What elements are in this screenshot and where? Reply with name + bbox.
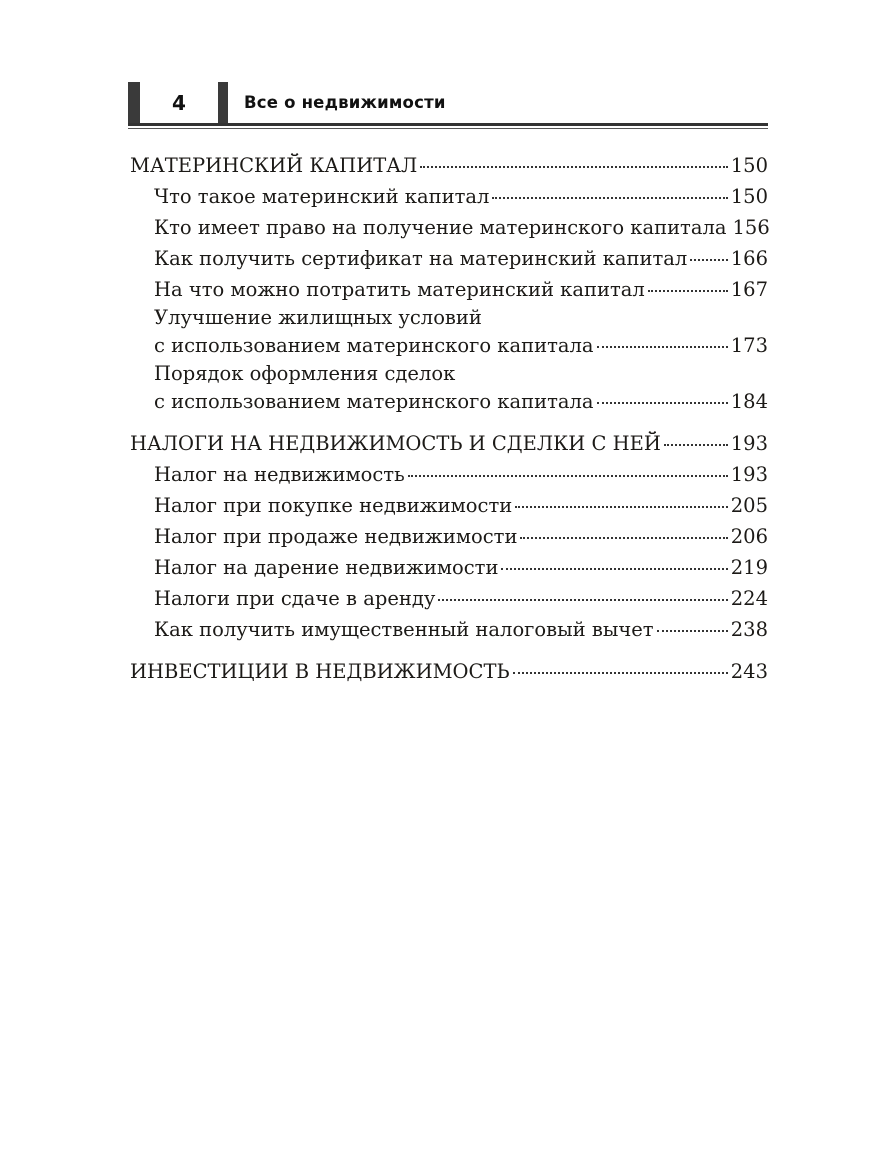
toc-page: 193	[730, 432, 768, 455]
toc-item-title-line2: с использованием материнского капитала	[154, 390, 594, 413]
toc-item[interactable]	[130, 583, 768, 614]
toc-page: 166	[730, 247, 768, 270]
page-number: 4	[172, 91, 186, 115]
toc-page: 150	[730, 154, 768, 177]
toc-item[interactable]	[130, 212, 768, 243]
toc-item[interactable]	[130, 614, 768, 645]
toc-page: 224	[730, 587, 768, 610]
toc-page: 243	[730, 660, 768, 683]
toc-item[interactable]	[130, 490, 768, 521]
toc-page: 206	[730, 525, 768, 548]
toc-item-title: Как получить имущественный налоговый вычет	[154, 618, 654, 641]
toc-item[interactable]	[130, 552, 768, 583]
toc-page: 184	[730, 390, 768, 413]
toc-section[interactable]	[130, 428, 768, 459]
toc-item[interactable]	[130, 243, 768, 274]
header-rule-thin	[128, 128, 768, 129]
section-gap	[130, 645, 768, 656]
leader-dots	[648, 290, 728, 292]
toc-page: 219	[730, 556, 768, 579]
leader-dots	[597, 402, 728, 404]
toc-page: 193	[730, 463, 768, 486]
header-bar-left	[128, 82, 140, 126]
toc-item[interactable]	[130, 305, 768, 361]
toc-page: 205	[730, 494, 768, 517]
toc-item[interactable]	[130, 181, 768, 212]
toc-item[interactable]	[130, 361, 768, 417]
toc-section-title: ИНВЕСТИЦИИ В НЕДВИЖИМОСТЬ	[130, 660, 510, 683]
toc-section-title: МАТЕРИНСКИЙ КАПИТАЛ	[130, 154, 418, 177]
toc-item-title: Что такое материнский капитал	[154, 185, 490, 208]
toc-section[interactable]	[130, 150, 768, 181]
toc-item-title: Кто имеет право на получение материнского капитала	[154, 216, 727, 239]
leader-dots	[438, 599, 727, 601]
leader-dots	[501, 568, 727, 570]
toc-item-title: Налог на дарение недвижимости	[154, 556, 499, 579]
header-rule-thick	[128, 123, 768, 126]
toc-item-title-line2: с использованием материнского капитала	[154, 334, 594, 357]
running-header	[128, 80, 768, 130]
toc-item-title: Налог на недвижимость	[154, 463, 405, 486]
toc-item-title: Налог при покупке недвижимости	[154, 494, 513, 517]
toc-page: 173	[730, 334, 768, 357]
toc-item-title: Налог при продаже недвижимости	[154, 525, 518, 548]
leader-dots	[513, 672, 728, 674]
toc-item[interactable]	[130, 521, 768, 552]
section-gap	[130, 417, 768, 428]
toc-page: 167	[730, 278, 768, 301]
leader-dots	[597, 346, 728, 348]
toc-section-title: НАЛОГИ НА НЕДВИЖИМОСТЬ И СДЕЛКИ С НЕЙ	[130, 432, 661, 455]
toc-page: 156	[732, 216, 770, 239]
table-of-contents	[130, 150, 768, 687]
toc-page: 238	[730, 618, 768, 641]
book-title: Все о недвижимости	[244, 93, 446, 112]
leader-dots	[408, 475, 728, 477]
toc-item-title: Налоги при сдаче в аренду	[154, 587, 436, 610]
leader-dots	[515, 506, 728, 508]
leader-dots	[657, 630, 728, 632]
toc-item-title-line1: Порядок оформления сделок	[154, 362, 456, 385]
toc-page: 150	[730, 185, 768, 208]
toc-item-title: Как получить сертификат на материнский капитал	[154, 247, 688, 270]
toc-item-title: На что можно потратить материнский капитал	[154, 278, 645, 301]
leader-dots	[420, 166, 728, 168]
leader-dots	[520, 537, 727, 539]
leader-dots	[690, 259, 727, 261]
leader-dots	[664, 444, 728, 446]
leader-dots	[492, 197, 727, 199]
toc-item[interactable]	[130, 459, 768, 490]
toc-item[interactable]	[130, 274, 768, 305]
toc-item-title-line1: Улучшение жилищных условий	[154, 306, 482, 329]
toc-section[interactable]	[130, 656, 768, 687]
header-bar-divider	[218, 82, 228, 126]
